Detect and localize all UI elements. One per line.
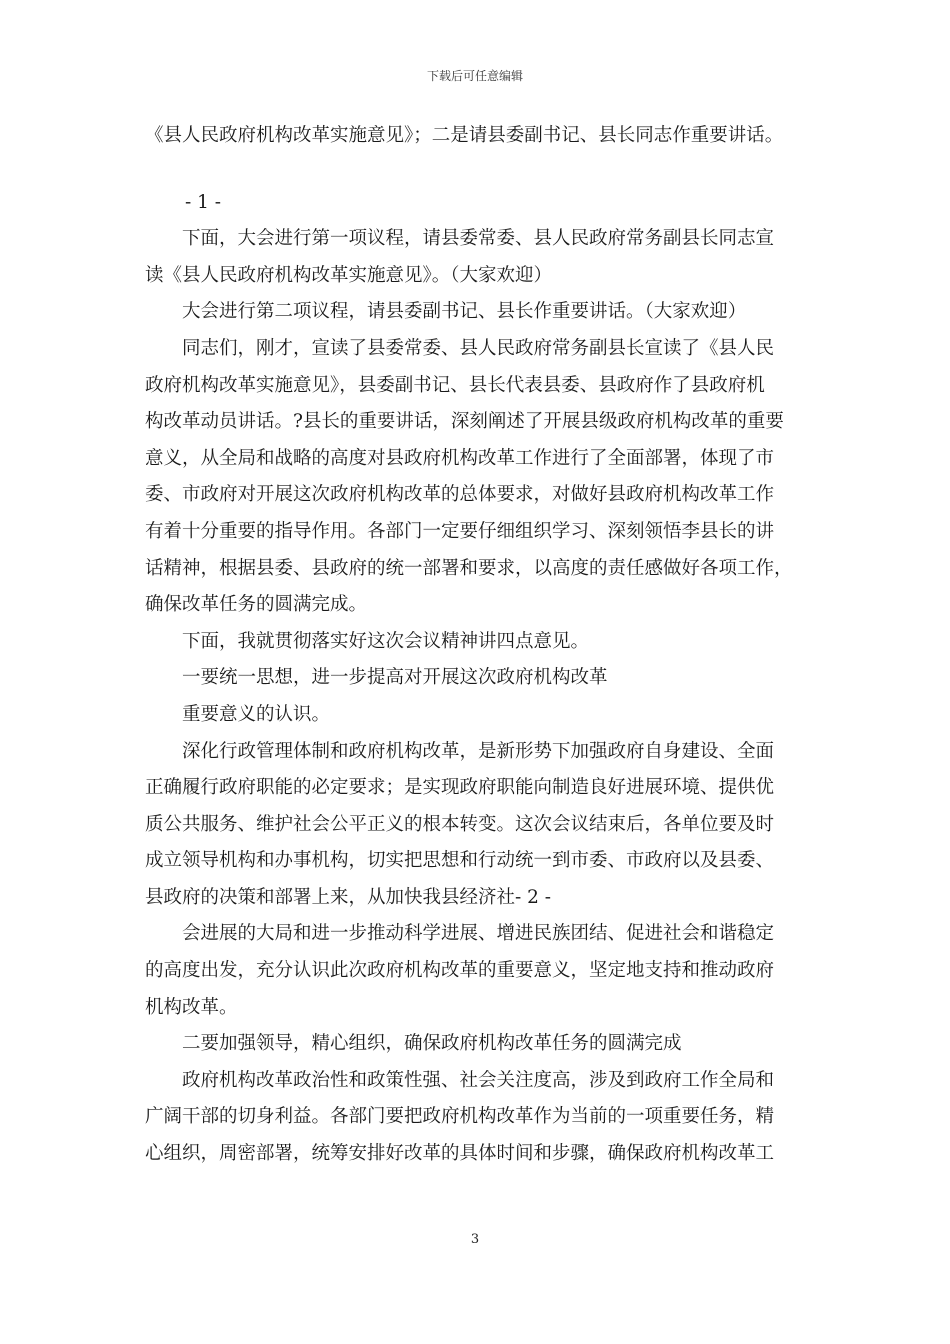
text-line: 委、市政府对开展这次政府机构改革的总体要求，对做好县政府机构改革工作: [145, 484, 775, 506]
header-note: 下载后可任意编辑: [426, 69, 523, 83]
text-line: 政府机构改革实施意见》，县委副书记、县长代表县委、县政府作了县政府机: [145, 374, 765, 396]
page-number: 3: [470, 1232, 480, 1247]
text-line: 正确履行政府职能的必定要求；是实现政府职能向制造良好进展环境、提供优: [145, 777, 775, 799]
inline-page-marker: - 1 -: [185, 191, 222, 213]
text-line: 构改革动员讲话。?县长的重要讲话，深刻阐述了开展县级政府机构改革的重要: [145, 411, 784, 433]
text-line: 下面，我就贯彻落实好这次会议精神讲四点意见。: [182, 630, 590, 652]
text-line: 话精神，根据县委、县政府的统一部署和要求，以高度的责任感做好各项工作，: [145, 557, 793, 579]
text-line: 成立领导机构和办事机构，切实把思想和行动统一到市委、市政府以及县委、: [145, 850, 775, 872]
section-heading: 二要加强领导，精心组织，确保政府机构改革任务的圆满完成: [182, 1033, 682, 1055]
text-line: 政府机构改革政治性和政策性强、社会关注度高，涉及到政府工作全局和: [182, 1069, 775, 1091]
text-line: 下面，大会进行第一项议程，请县委常委、县人民政府常务副县长同志宣: [182, 228, 775, 250]
text-line: 意义，从全局和战略的高度对县政府机构改革工作进行了全面部署，体现了市: [145, 447, 775, 469]
text-line: 的高度出发，充分认识此次政府机构改革的重要意义，坚定地支持和推动政府: [145, 960, 775, 982]
section-heading: 重要意义的认识。: [182, 703, 331, 725]
text-line: 县政府的决策和部署上来，从加快我县经济社- 2 -: [145, 886, 552, 908]
text-line: 大会进行第二项议程，请县委副书记、县长作重要讲话。（大家欢迎）: [182, 301, 747, 323]
text-line: 深化行政管理体制和政府机构改革，是新形势下加强政府自身建设、全面: [182, 740, 775, 762]
text-line: 质公共服务、维护社会公平正义的根本转变。这次会议结束后，各单位要及时: [145, 813, 775, 835]
document-body: [145, 118, 825, 1173]
spacer: [145, 155, 825, 185]
text-line: 有着十分重要的指导作用。各部门一定要仔细组织学习、深刻领悟李县长的讲: [145, 520, 775, 542]
text-line: 读《县人民政府机构改革实施意见》。（大家欢迎）: [145, 264, 553, 286]
text-line: 机构改革。: [145, 996, 238, 1018]
text-line: 同志们，刚才，宣读了县委常委、县人民政府常务副县长宣读了《县人民: [182, 337, 775, 359]
section-heading: 一要统一思想，进一步提高对开展这次政府机构改革: [182, 667, 608, 689]
text-line: 心组织，周密部署，统筹安排好改革的具体时间和步骤，确保政府机构改革工: [145, 1143, 775, 1165]
text-line: 确保改革任务的圆满完成。: [145, 594, 368, 616]
text-line: 广阔干部的切身利益。各部门要把政府机构改革作为当前的一项重要任务，精: [145, 1106, 775, 1128]
text-line: 会进展的大局和进一步推动科学进展、增进民族团结、促进社会和谐稳定: [182, 923, 775, 945]
text-line: 《县人民政府机构改革实施意见》；二是请县委副书记、县长同志作重要讲话。: [145, 125, 784, 146]
